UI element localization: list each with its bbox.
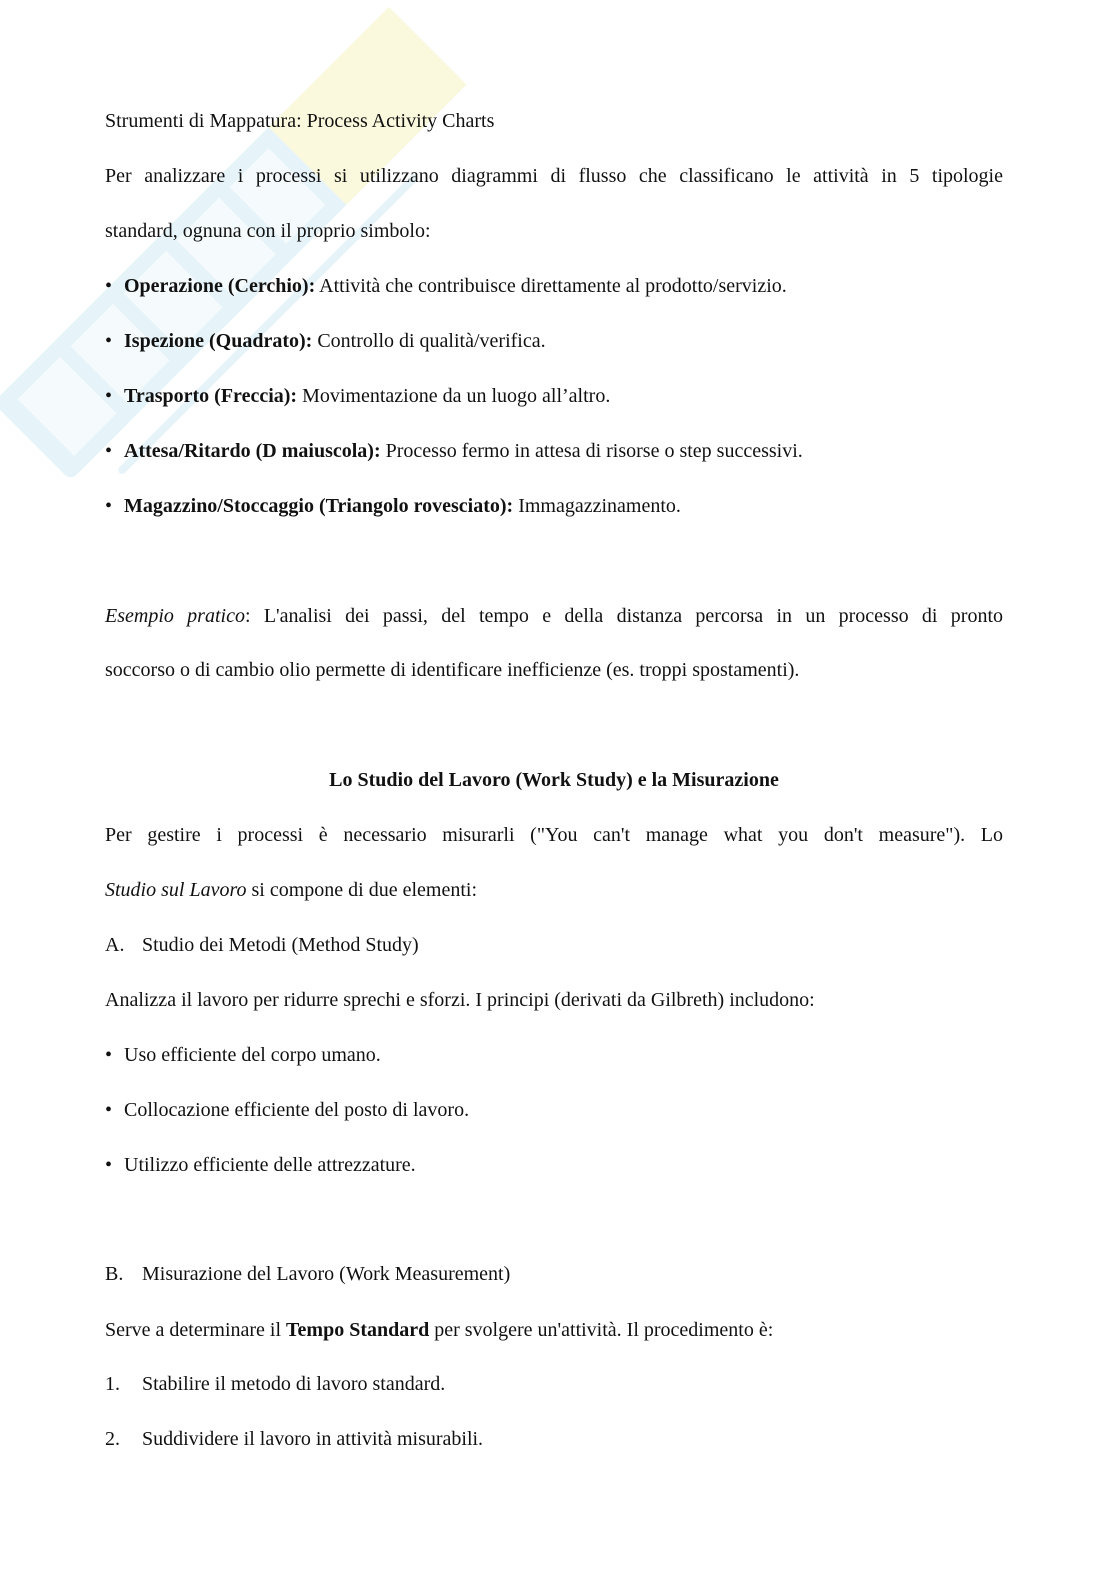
list-item: • Uso efficiente del corpo umano. (105, 1044, 381, 1066)
list-item: • Attesa/Ritardo (D maiuscola): Processo fermo in attesa di risorse o step successivi. (105, 440, 803, 462)
intro-line: Per gestire i processi è necessario misurarli ("You can't manage what you don't measure"). Lo (105, 824, 1003, 846)
numbered-step: 2. Suddividere il lavoro in attività misurabili. (105, 1428, 484, 1450)
example-line: soccorso o di cambio olio permette di identificare inefficienze (es. troppi spostamenti). (105, 659, 800, 681)
list-item: • Magazzino/Stoccaggio (Triangolo rovesciato): Immagazzinamento. (105, 495, 681, 517)
example-line: Esempio pratico: L'analisi dei passi, del tempo e della distanza percorsa in un processo di pronto (105, 605, 1003, 627)
section-title: Strumenti di Mappatura: Process Activity Charts (105, 110, 495, 132)
subsection-a-desc: Analizza il lavoro per ridurre sprechi e sforzi. I principi (derivati da Gilbreth) includono: (105, 989, 815, 1011)
subsection-a-title: A. Studio dei Metodi (Method Study) (105, 934, 419, 956)
subsection-b-desc: Serve a determinare il Tempo Standard per svolgere un'attività. Il procedimento è: (105, 1319, 774, 1341)
list-item: • Operazione (Cerchio): Attività che contribuisce direttamente al prodotto/servizio. (105, 275, 787, 297)
subsection-b-title: B. Misurazione del Lavoro (Work Measurement) (105, 1263, 511, 1285)
list-item: • Ispezione (Quadrato): Controllo di qualità/verifica. (105, 330, 546, 352)
intro-line: Studio sul Lavoro si compone di due elementi: (105, 879, 477, 901)
numbered-step: 1. Stabilire il metodo di lavoro standard. (105, 1373, 446, 1395)
intro-line: Per analizzare i processi si utilizzano diagrammi di flusso che classificano le attività in 5 tipologie (105, 165, 1003, 187)
list-item: • Utilizzo efficiente delle attrezzature. (105, 1154, 416, 1176)
list-item: • Trasporto (Freccia): Movimentazione da un luogo all’altro. (105, 385, 611, 407)
intro-line: standard, ognuna con il proprio simbolo: (105, 220, 431, 242)
list-item: • Collocazione efficiente del posto di lavoro. (105, 1099, 470, 1121)
section-heading: Lo Studio del Lavoro (Work Study) e la Misurazione (329, 769, 779, 791)
